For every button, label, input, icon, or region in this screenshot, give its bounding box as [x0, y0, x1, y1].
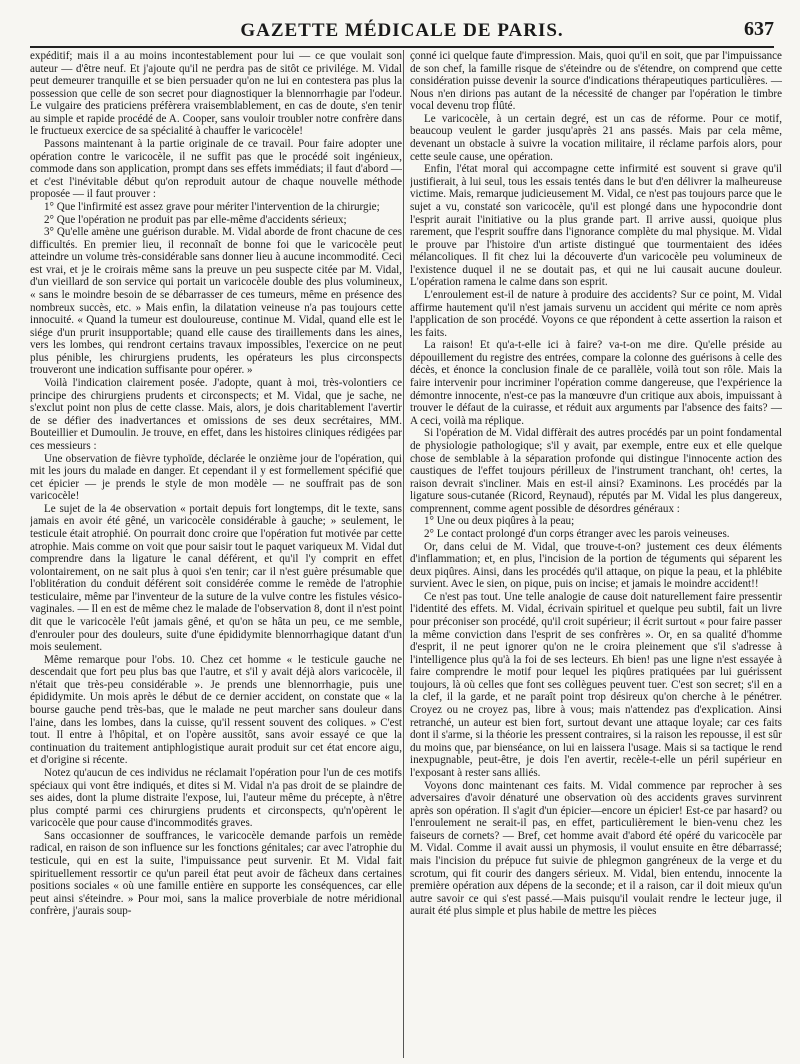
paragraph: Notez qu'aucun de ces individus ne réclamait l'opération pour l'un de ces motifs spéciaux qui vont être indiqués, et dites si M. Vidal n'a pas droit de se plaindre de ses aides, dont la plume distraite l'expose, lui, l'auteur même du précepte, à n'être plus compté parmi ces chirurgiens prudents et circonspects, qu'n'opèrent le varicocèle que pour cause d'incommodités graves.: [30, 766, 402, 830]
list-item: 2° Que l'opération ne produit pas par elle-même d'accidents sérieux;: [44, 213, 347, 226]
right-column: [410, 50, 782, 1060]
journal-title: GAZETTE MÉDICALE DE PARIS.: [240, 20, 564, 41]
page-number: 637: [744, 18, 774, 40]
paragraph: Même remarque pour l'obs. 10. Chez cet homme « le testicule gauche ne descendait que fort peu plus bas que l'autre, et s'il y avait déjà alors varicocèle, il n'était que très-peu considérable ». Je prends une blennorrhagie, puis une épididymite. Un mois après le début de ce dernier accident, on constate que « la bourse gauche pend très-bas, que le malade ne peut marcher sans douleur dans l'aine, dans les lombes, dans la cuisse, qu'il ressent souvent des coliques. » C'est tout. Il entre à l'hôpital, et on l'opère aussitôt, sans avoir essayé ce que la continuation du traitement antiphlogistique aurait produit sur cet état encore aigu, et d'origine si récente.: [30, 653, 402, 767]
page-header: [30, 14, 774, 48]
list-item: 1° Que l'infirmité est assez grave pour mériter l'intervention de la chirurgie;: [44, 200, 380, 213]
paragraph: Le varicocèle, à un certain degré, est un cas de réforme. Pour ce motif, beaucoup veulent le garder jusqu'après 21 ans passés. Mais par cela même, devenant un obstacle à suivre la vocation militaire, il réclame parfois alors, pour cette seule cause, une opération.: [410, 112, 782, 163]
list-item: 3° Qu'elle amène une guérison durable. M. Vidal aborde de front chacune de ces difficultés. En premier lieu, il reconnaît de bonne foi que le varicocèle peut atteindre un volume très-considérable sans donner lieu à aucune incommodité. Ceci est vrai, et je le croirais même sans la preuve un peu suspecte citée par M. Vidal, d'un vieillard de son service qui portait un varicocèle double des plus volumineux, « sans le moindre besoin de se débarrasser de ces tumeurs, même en présence des nombreux succès, etc. » Mais enfin, la dilatation veineuse n'a pas toujours cette innocuité. « Quand la tumeur est douloureuse, continue M. Vidal, quand elle est le siége d'un prurit insupportable; quand elle cause des tiraillements dans les aines, vers les lombes, qui rendront certains travaux impossibles, l'exercice on ne peut plus pénible, les chirurgiens prudents, les opérateurs les plus circonspects trouveront une indication suffisante pour opérer. »: [30, 226, 402, 377]
paragraph: Le sujet de la 4e observation « portait depuis fort longtemps, dit le texte, sans jamais en avoir été gêné, un varicocèle considérable à gauche; » seulement, le testicule était atrophié. On pourrait donc croire que l'opération fut motivée par cette atrophie. Mais comme on voit que pour saisir tout le paquet variqueux M. Vidal dut comprendre dans la ligature le canal déférent, et qu'il l'y comprit en effet volontairement, on ne sait plus à quoi s'en tenir; car il n'est guère présumable que l'oblitération du conduit déférent soit considérée comme le remède de l'atrophie testiculaire, même par l'inventeur de la suture de la vulve contre les fistules vésico-vaginales. — Il en est de même chez le malade de l'observation 8, dont il n'est point dit que le varicocèle l'eût jamais gêné, et qu'on se hâta un peu, ce me semble, d'enrouler pour des douleurs, suite d'une épididymite blennorrhagique datant d'un mois seulement.: [30, 502, 402, 654]
paragraph: Si l'opération de M. Vidal diffèrait des autres procédés par un point fondamental de physiologie pathologique; s'il y avait, par exemple, entre eux et elle quelque chose de semblable à la séparation profonde qui distingue l'innocente action des caustiques de l'effet toujours périlleux de l'instrument tranchant, oh! certes, la raison devrait s'incliner. Mais en est-il ainsi? Examinons. Les procédés par la ligature sous-cutanée (Ricord, Reynaud), réputés par M. Vidal les plus dangereux, comprennent, comme agent possible de désordres généraux :: [410, 427, 782, 515]
paragraph: Voilà l'indication clairement posée. J'adopte, quant à moi, très-volontiers ce principe des chirurgiens prudents et circonspects; et M. Vidal, que je sache, ne s'exclut point non plus de cette classe. Mais, alors, je dois charitablement l'avertir de se défier des inadvertances et omissions de ses deux secrétaires, MM. Bouteillier et Dumoulin. Je trouve, en effet, dans les histoires cliniques rédigées par ces messieurs :: [30, 377, 402, 452]
paragraph: Or, dans celui de M. Vidal, que trouve-t-on? justement ces deux éléments d'inflammation; et, en plus, l'incision de la portion de téguments qui séparent les deux piqûres. Ainsi, dans les procédés qu'il attaque, on pique la peau, et la phlébite survient. Avec le sien, on pique, puis on incise; et jamais le moindre accident!!: [410, 540, 782, 591]
paragraph: expéditif; mais il a au moins incontestablement pour lui — ce que voulait son auteur — d'être neuf. Et j'ajoute qu'il ne perdra pas de sitôt ce privilége. M. Vidal peut demeurer tranquille et se bien persuader qu'on ne lui en contestera pas plus la possession que celle de son secret pour diagnostiquer la blennorrhagie par l'odeur. Le vulgaire des praticiens préfèrera vraisemblablement, en cas de doute, s'en tenir au simple et rapide procédé de A. Cooper, sans vouloir troubler notre confrère dans le fructueux exercice de sa spécialité à chauffer le varicocèle!: [30, 50, 402, 138]
paragraph: Ce n'est pas tout. Une telle analogie de cause doit naturellement faire pressentir l'identité des effets. M. Vidal, écrivain spirituel et quelque peu subtil, fait un livre pour préconiser son procédé, qu'il croit supérieur; il écrit surtout « pour faire passer la même conviction dans l'esprit de ses confrères ». Or, en sa qualité d'homme d'esprit, il ne peut ignorer qu'on ne le croira pleinement que s'il s'adresse à l'intelligence plus qu'à la foi de ses lecteurs. Eh bien! pas une ligne n'est essayée à faire comprendre le motif pour lequel les piqûres pratiquées par lui guérissent toujours, là où celles que font ses collègues peuvent tuer. C'est son secret; s'il en a la clef, il la garde, et ne paraît point trop désireux qu'on cherche à le pénétrer. Croyez ou ne croyez pas, libre à vous; mais n'attendez pas d'explication. Ainsi retranché, un auteur est bien fort, surtout devant une attaque loyale; car ces faits dont il s'arme, si la théorie les pressent contraires, si la raison les repousse, il est sûr du moins que, par bienséance, on lui en laissera l'usage. Mais si sa tactique le rend inexpugnable, peut-être, je dois l'en avertir, recèle-t-elle un péril supérieur en l'exposant à rester sans alliés.: [410, 590, 782, 779]
paragraph: L'enroulement est-il de nature à produire des accidents? Sur ce point, M. Vidal affirme hautement qu'il n'est jamais survenu un accident qui mérite ce nom après l'application de son procédé. Voyons ce que répondent à cette assertion la raison et les faits.: [410, 288, 782, 339]
left-column: [30, 50, 402, 1060]
paragraph: Une observation de fièvre typhoïde, déclarée le onzième jour de l'opération, qui mit les jours du malade en danger. Et cependant il y est formellement spécifié que cet épicier — je prends le style de mon modèle — ne souffrait pas de son varicocèle!: [30, 452, 402, 503]
paragraph: Voyons donc maintenant ces faits. M. Vidal commence par reprocher à ses adversaires d'avoir dénaturé une observation où des accidents graves survinrent après son opération. Il s'agit d'un épicier—encore un épicier! Est-ce par hasard? ou l'enroulement ne serait-il pas, en effet, particulièrement le bien-venu chez les faiseurs de cornets? — Bref, cet homme avait d'abord été opéré du varicocèle par M. Vidal. Comme il avait aussi un phymosis, il voulut ensuite en être débarrassé; mais l'incision du prépuce fut suivie de phlegmon gangréneux de la verge et du scrotum, qui fit courir des dangers sérieux. M. Vidal, bien entendu, innocente la première opération aux dépens de la seconde; et il a raison, car il doit mieux qu'un autre savoir ce qui s'est passé.—Mais puisqu'il voulait rendre le lecteur juge, il aurait été plus simple et plus habile de mettre les pièces: [410, 779, 782, 918]
paragraph: La raison! Et qu'a-t-elle ici à faire? va-t-on me dire. Qu'elle préside au dépouillement du registre des entrées, compare la colonne des guérisons à celle des décès, et énonce la conclusion finale de ce parallèle, voilà tout son rôle. Mais la faire intervenir pour incriminer l'opération comme dangereuse, que l'expérience la démontre innocente, n'est-ce pas la manœuvre d'un critique aux abois, impuissant à trouver le défaut de la cuirasse, et réduit aux arguments par l'absence des faits? — A ceci, voilà ma réplique.: [410, 339, 782, 427]
paragraph: Enfin, l'état moral qui accompagne cette infirmité est souvent si grave qu'il justifierait, à lui seul, tous les essais tentés dans le but d'en délivrer la malheureuse victime. Mais, remarque judicieusement M. Vidal, ce n'est pas toujours parce que le sujet a vu, constaté son varicocèle, qu'il est plongé dans une hypocondrie dont l'esprit aurait l'initiative ou la plus grande part. Il arrive aussi, quoique plus rarement, que l'esprit souffre dans l'ignorance complète du mal physique. M. Vidal le prouve par l'histoire d'un artiste distingué que tourmentaient des idées mélancoliques. Il fit chez lui la découverte d'un varicocèle peu volumineux de l'existence duquel il ne se doutait pas, et qui ne lui causait aucune douleur. L'opération ramena le calme dans son esprit.: [410, 163, 782, 289]
paragraph: Sans occasionner de souffrances, le varicocèle demande parfois un remède radical, en raison de son influence sur les fonctions génitales; car avec l'atrophie du testicule, qui en est la suite, l'impuissance peut survenir. Et M. Vidal fait spirituellement ressortir ce qu'un pareil état peut avoir de fâcheux dans certaines positions sociales « où une famille entière en supporte les conséquences, car elle peut ainsi s'éteindre. » Pour moi, sans la malice proverbiale de notre méridional confrère, j'aurais soup-: [30, 829, 402, 918]
list-item: 2° Le contact prolongé d'un corps étranger avec les parois veineuses.: [424, 527, 730, 540]
column-divider: [403, 50, 404, 1058]
paragraph: Passons maintenant à la partie originale de ce travail. Pour faire adopter une opération contre le varicocèle, il ne suffit pas que le procédé soit ingénieux, commode dans son application, prompt dans ses effets immédiats; il faut d'abord — et c'est l'inévitable début qu'on reproduit autour de chaque nouvelle méthode proposée — il faut prouver :: [30, 138, 402, 201]
list-item: 1° Une ou deux piqûres à la peau;: [424, 515, 575, 528]
paragraph: çonné ici quelque faute d'impression. Mais, quoi qu'il en soit, que par l'impuissance de son chef, la famille risque de s'éteindre ou de s'étendre, on comprend que cette considération puisse devenir la source d'indications thérapeutiques particulières. — Nous n'en dirions pas autant de la nécessité de changer par l'opération le timbre vocal devenu trop flûté.: [410, 50, 782, 113]
